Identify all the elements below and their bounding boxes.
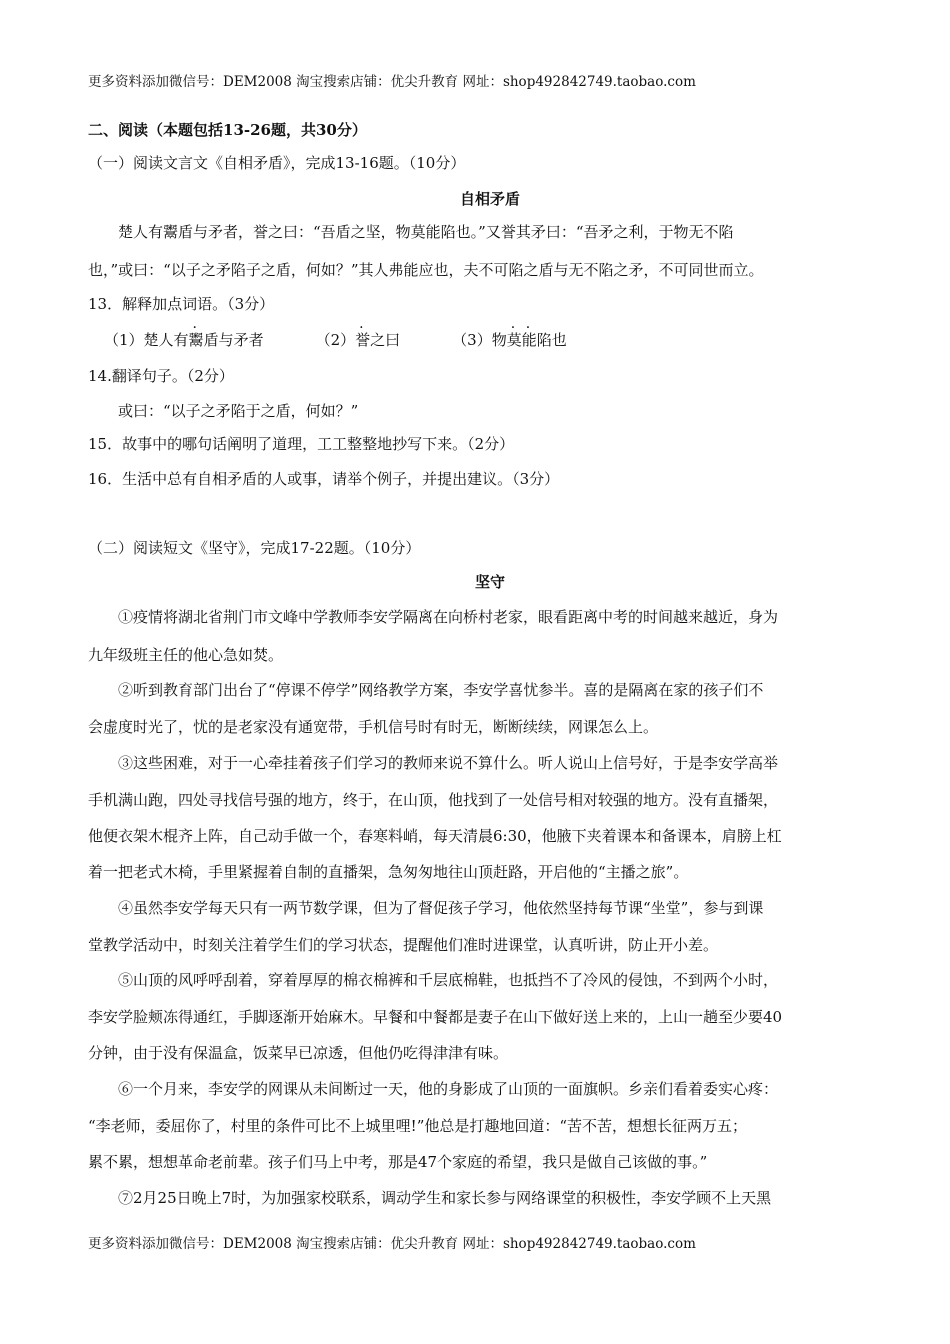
question-13: 13．解释加点词语。（3分） [88, 295, 275, 313]
q13-item1-post: 盾与矛者 [203, 331, 264, 349]
passage-line: 堂教学活动中，时刻关注着学生们的学习状态，提醒他们准时进课堂，认真听讲，防止开小差。 [88, 936, 719, 954]
q13-item3-dot-word1: 莫 [506, 331, 522, 349]
q13-item3-dot-word2: 能 [521, 331, 537, 349]
passage-line: ④虽然李安学每天只有一两节数学课，但为了督促孩子学习，他依然坚持每节课“坐堂”，参与到课 [118, 899, 764, 917]
section-title: 二、阅读（本题包括13-26题，共30分） [88, 121, 367, 139]
passage-line: ①疫情将湖北省荆门市文峰中学教师李安学隔离在向桥村老家，眼看距离中考的时间越来越近，身为 [118, 608, 779, 626]
passage-line: ⑥一个月来，李安学的网课从未间断过一天，他的身影成了山顶的一面旗帜。乡亲们看着委实心疼： [118, 1080, 779, 1098]
q13-item2-post: 之曰 [370, 331, 401, 349]
part1-paragraph-line2: 也，”或曰：“以子之矛陷子之盾，何如？”其人弗能应也，夫不可陷之盾与无不陷之矛，不可同世而立。 [88, 261, 764, 279]
page-footer: 更多资料添加微信号：DEM2008 淘宝搜索店铺：优尖升教育 网址：shop492842749.taobao.com [88, 1236, 696, 1252]
question-13-items [104, 329, 567, 350]
passage-line: 累不累，想想革命老前辈。孩子们马上中考，那是47个家庭的希望，我只是做自己该做的事。” [88, 1153, 708, 1171]
part2-intro: （二）阅读短文《坚守》，完成17-22题。（10分） [88, 539, 421, 557]
passage-line: 九年级班主任的他心急如焚。 [88, 646, 284, 664]
passage-line: ②听到教育部门出台了“停课不停学”网络教学方案，李安学喜忧参半。喜的是隔离在家的孩子们不 [118, 681, 764, 699]
q13-item1-pre: （1）楚人有 [104, 331, 189, 349]
q13-item3-pre: （3）物 [452, 331, 507, 349]
passage-line: 手机满山跑，四处寻找信号强的地方，终于，在山顶，他找到了一处信号相对较强的地方。没有直播架， [88, 791, 779, 809]
passage-line: 他便衣架木棍齐上阵，自己动手做一个，春寒料峭，每天清晨6:30，他腋下夹着课本和备课本，肩膀上杠 [88, 827, 782, 845]
q13-item2-dot-word: 誉 [355, 331, 371, 349]
q13-item3-post: 陷也 [536, 331, 567, 349]
question-14-sentence: 或曰：“以子之矛陷于之盾，何如？” [118, 402, 359, 420]
passage-line: ③这些困难，对于一心牵挂着孩子们学习的教师来说不算什么。听人说山上信号好，于是李安学高举 [118, 754, 779, 772]
passage-line: ⑦2月25日晚上7时，为加强家校联系，调动学生和家长参与网络课堂的积极性，李安学顾不上天黑 [118, 1189, 772, 1207]
q13-item2-pre: （2） [315, 331, 356, 349]
part1-title: 自相矛盾 [459, 190, 520, 208]
passage-line: “李老师，委屈你了，村里的条件可比不上城里哩!”他总是打趣地回道：“苦不苦，想想长征两万五； [88, 1117, 748, 1135]
part1-intro: （一）阅读文言文《自相矛盾》，完成13-16题。（10分） [88, 154, 466, 172]
part2-title: 坚守 [474, 573, 505, 591]
q13-item1-dot-word: 鬻 [188, 331, 204, 349]
page-header: 更多资料添加微信号：DEM2008 淘宝搜索店铺：优尖升教育 网址：shop492842749.taobao.com [88, 74, 696, 90]
passage-line: 着一把老式木椅，手里紧握着自制的直播架，急匆匆地往山顶赶路，开启他的“主播之旅”。 [88, 863, 689, 881]
part1-paragraph-line1: 楚人有鬻盾与矛者，誉之曰：“吾盾之坚，物莫能陷也。”又誉其矛曰：“吾矛之利，于物无不陷 [118, 223, 734, 241]
question-14: 14.翻译句子。（2分） [88, 367, 234, 385]
question-16: 16．生活中总有自相矛盾的人或事，请举个例子，并提出建议。（3分） [88, 470, 560, 488]
passage-line: ⑤山顶的风呼呼刮着，穿着厚厚的棉衣棉裤和千层底棉鞋，也抵挡不了冷风的侵蚀，不到两个小时， [118, 971, 779, 989]
passage-line: 李安学脸颊冻得通红，手脚逐渐开始麻木。早餐和中餐都是妻子在山下做好送上来的，上山一趟至少要40 [88, 1008, 783, 1026]
passage-line: 分钟，由于没有保温盒，饭菜早已凉透，但他仍吃得津津有味。 [88, 1044, 509, 1062]
question-15: 15．故事中的哪句话阐明了道理，工工整整地抄写下来。（2分） [88, 435, 515, 453]
passage-line: 会虚度时光了，忧的是老家没有通宽带，手机信号时有时无，断断续续，网课怎么上。 [88, 718, 659, 736]
